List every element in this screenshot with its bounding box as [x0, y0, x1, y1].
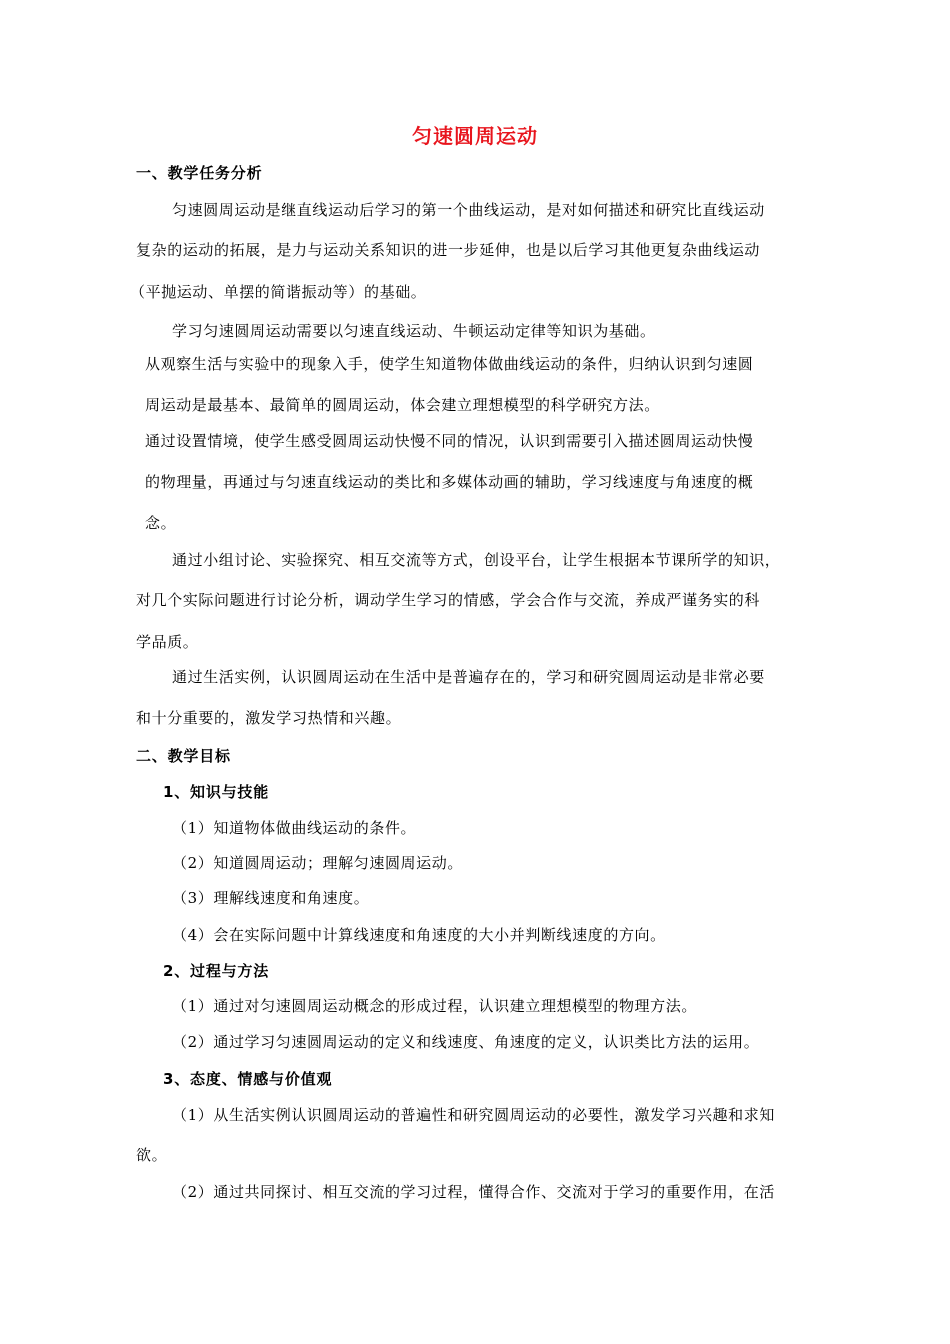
- section-heading-task-analysis: 一、教学任务分析: [136, 164, 263, 182]
- list-item: （4）会在实际问题中计算线速度和角速度的大小并判断线速度的方向。: [172, 926, 666, 944]
- subheading-process-method: 2、过程与方法: [163, 962, 270, 980]
- paragraph-line: 周运动是最基本、最简单的圆周运动，体会建立理想模型的科学研究方法。: [145, 396, 660, 414]
- paragraph-line: 复杂的运动的拓展，是力与运动关系知识的进一步延伸，也是以后学习其他更复杂曲线运动: [136, 241, 761, 259]
- paragraph-line: 和十分重要的，激发学习热情和兴趣。: [136, 709, 402, 727]
- document-title: 匀速圆周运动: [412, 124, 538, 148]
- list-item: （3）理解线速度和角速度。: [172, 889, 370, 907]
- paragraph-line: 学品质。: [136, 633, 199, 651]
- list-item: （2）知道圆周运动；理解匀速圆周运动。: [172, 854, 463, 872]
- paragraph-line: （平抛运动、单摆的简谐振动等）的基础。: [130, 283, 427, 301]
- subheading-knowledge-skills: 1、知识与技能: [163, 783, 270, 801]
- section-heading-teaching-goals: 二、教学目标: [136, 747, 231, 765]
- paragraph-line: 从观察生活与实验中的现象入手，使学生知道物体做曲线运动的条件，归纳认识到匀速圆: [145, 355, 754, 373]
- paragraph-line: 通过设置情境，使学生感受圆周运动快慢不同的情况，认识到需要引入描述圆周运动快慢: [145, 432, 754, 450]
- list-item: （1）通过对匀速圆周运动概念的形成过程，认识建立理想模型的物理方法。: [172, 997, 697, 1015]
- list-item: （1）知道物体做曲线运动的条件。: [172, 819, 417, 837]
- list-item: （2）通过共同探讨、相互交流的学习过程，懂得合作、交流对于学习的重要作用，在活: [172, 1183, 775, 1201]
- paragraph-line: 学习匀速圆周运动需要以匀速直线运动、牛顿运动定律等知识为基础。: [172, 322, 656, 340]
- paragraph-line: 念。: [145, 514, 177, 532]
- list-item: （1）从生活实例认识圆周运动的普遍性和研究圆周运动的必要性，激发学习兴趣和求知: [172, 1106, 775, 1124]
- paragraph-line: 匀速圆周运动是继直线运动后学习的第一个曲线运动，是对如何描述和研究比直线运动: [172, 201, 765, 219]
- paragraph-line: 通过生活实例，认识圆周运动在生活中是普遍存在的，学习和研究圆周运动是非常必要: [172, 668, 765, 686]
- subheading-attitude-values: 3、态度、情感与价值观: [163, 1070, 333, 1088]
- list-item: （2）通过学习匀速圆周运动的定义和线速度、角速度的定义，认识类比方法的运用。: [172, 1033, 760, 1051]
- list-item: 欲。: [136, 1146, 168, 1164]
- paragraph-line: 对几个实际问题进行讨论分析，调动学生学习的情感，学会合作与交流，养成严谨务实的科: [136, 591, 761, 609]
- paragraph-line: 通过小组讨论、实验探究、相互交流等方式，创设平台，让学生根据本节课所学的知识，: [172, 551, 781, 569]
- paragraph-line: 的物理量，再通过与匀速直线运动的类比和多媒体动画的辅助，学习线速度与角速度的概: [145, 473, 754, 491]
